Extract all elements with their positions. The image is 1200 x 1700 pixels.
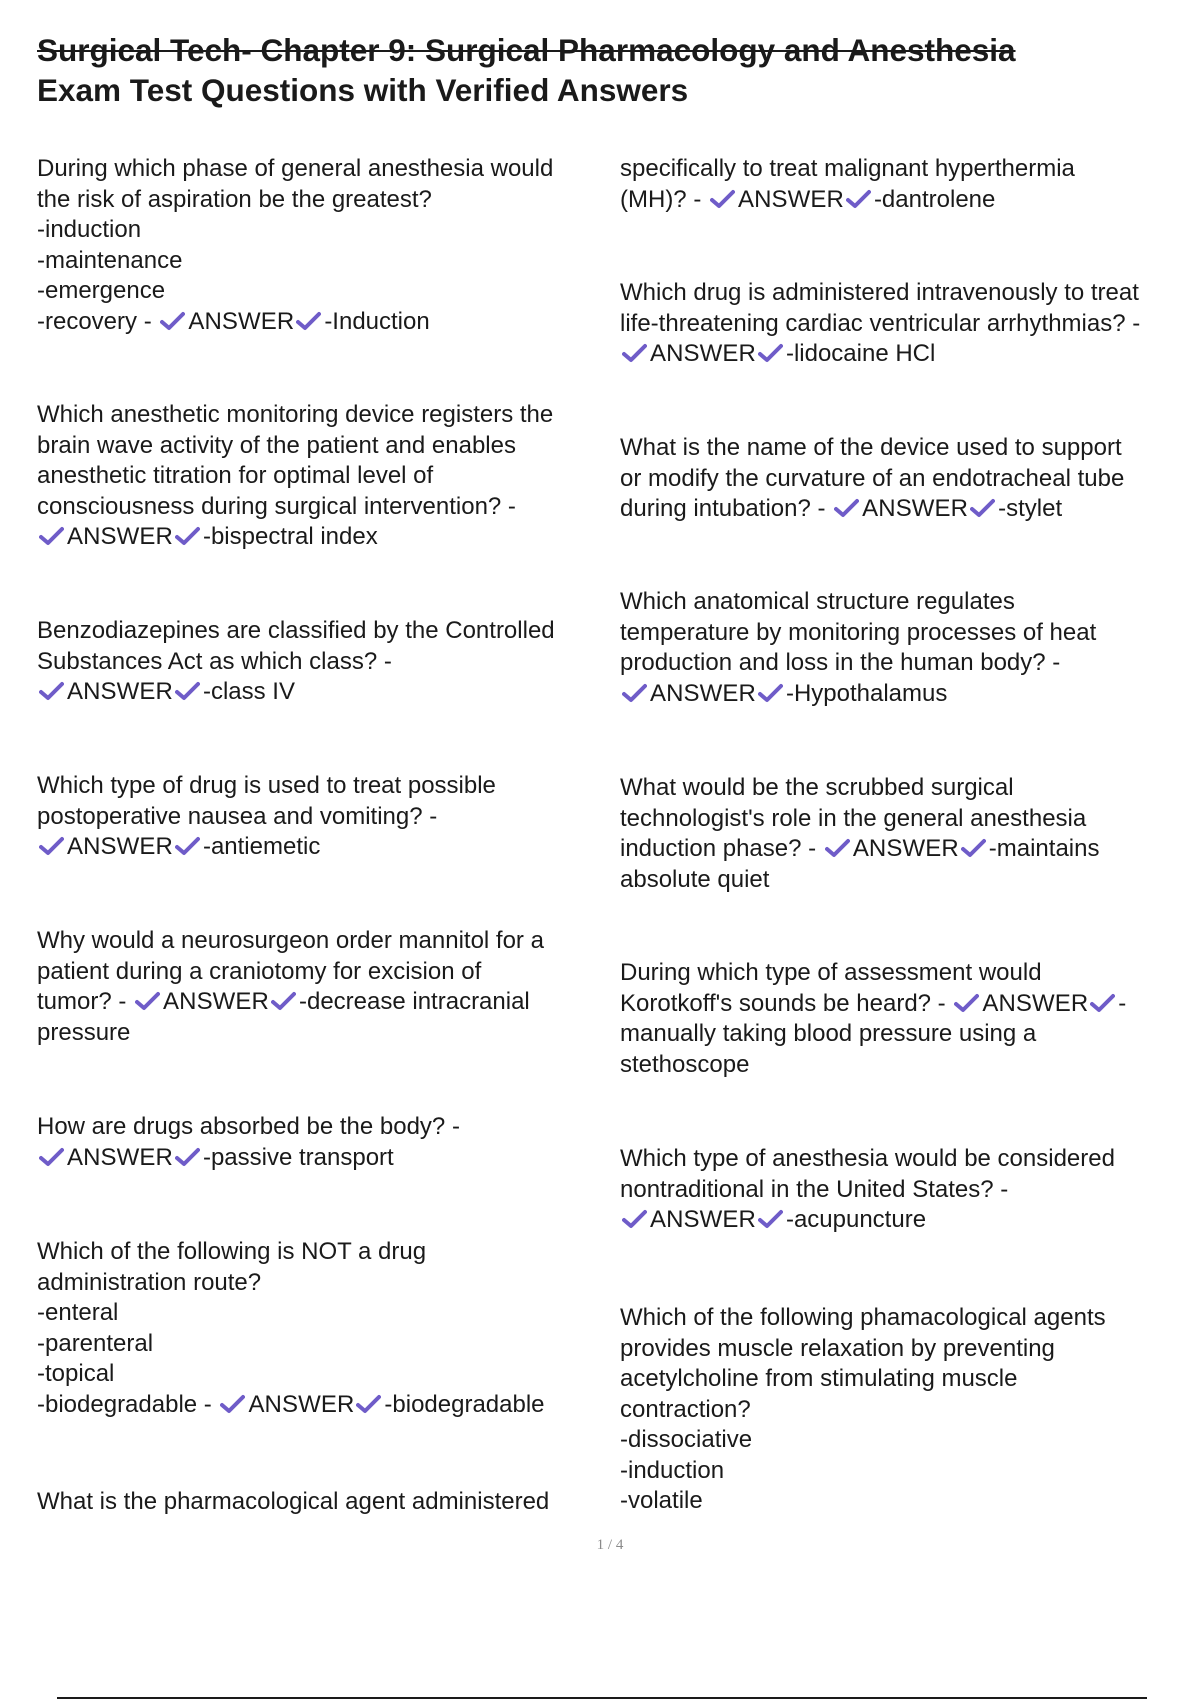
checkmark-icon	[39, 1147, 64, 1167]
question-line: administration route?	[37, 1268, 262, 1296]
question-line: patient during a craniotomy for excision of	[37, 957, 482, 985]
checkmark-icon	[834, 498, 859, 518]
qa-item	[37, 1237, 545, 1420]
question-line: Which type of drug is used to treat possible	[37, 772, 496, 799]
answer-line	[37, 1143, 460, 1174]
answer-label: ANSWER	[248, 1390, 355, 1418]
answer-label: ANSWER	[982, 989, 1089, 1017]
question-line-end: induction phase? -	[620, 835, 823, 862]
question-line: life-threatening cardiac ventricular arrhythmias? -	[620, 309, 1141, 337]
checkmark-icon	[175, 526, 200, 546]
answer-label: ANSWER	[67, 678, 173, 705]
qa-item	[620, 433, 1124, 525]
answer-line	[37, 677, 555, 708]
checkmark-icon	[954, 993, 979, 1013]
question-line: -parenteral	[37, 1329, 154, 1357]
checkmark-icon	[825, 838, 850, 858]
title-line-2: Exam Test Questions with Verified Answers	[37, 72, 689, 108]
checkmark-icon	[175, 681, 200, 701]
answer-line	[37, 1390, 545, 1421]
checkmark-icon	[39, 836, 64, 856]
checkmark-icon	[160, 311, 185, 331]
question-line-end: Korotkoff's sounds be heard? -	[620, 989, 953, 1017]
checkmark-icon	[622, 683, 647, 703]
checkmark-icon	[758, 343, 783, 363]
checkmark-icon	[356, 1394, 381, 1414]
qa-item	[620, 958, 1126, 1080]
question-line: the risk of aspiration be the greatest?	[37, 185, 432, 213]
answer-line	[620, 1205, 1115, 1236]
qa-item	[620, 587, 1096, 709]
question-line: -dissociative	[620, 1426, 753, 1453]
answer-line	[37, 307, 553, 338]
question-line: contraction?	[620, 1395, 751, 1423]
answer-label: ANSWER	[650, 679, 756, 707]
qa-item	[37, 926, 544, 1048]
checkmark-icon	[622, 343, 647, 363]
question-line: provides muscle relaxation by preventing	[620, 1334, 1055, 1362]
answer-text: -dantrolene	[873, 185, 996, 213]
question-line: postoperative nausea and vomiting? -	[37, 802, 438, 830]
answer-label: ANSWER	[188, 307, 295, 335]
checkmark-icon	[1090, 993, 1115, 1013]
question-line: consciousness during surgical intervention? -	[37, 492, 516, 520]
checkmark-icon	[220, 1394, 245, 1414]
question-line: Which of the following is NOT a drug	[37, 1238, 427, 1265]
checkmark-icon	[710, 189, 735, 209]
answer-line	[37, 522, 553, 553]
answer-text: -Induction	[324, 307, 430, 335]
qa-item	[620, 1144, 1115, 1236]
question-line: -topical	[37, 1360, 115, 1387]
question-line: -emergence	[37, 277, 166, 304]
question-line: -volatile	[620, 1487, 703, 1514]
page-bottom-divider	[57, 1697, 1147, 1699]
question-line: specifically to treat malignant hyperthermia	[620, 155, 1075, 182]
question-line: -induction	[620, 1456, 725, 1484]
answer-label: ANSWER	[163, 988, 269, 1015]
question-line-end: (MH)? -	[620, 185, 708, 213]
question-line: During which type of assessment would	[620, 959, 1042, 986]
qa-item	[37, 771, 496, 863]
question-line: What is the pharmacological agent administered	[37, 1488, 550, 1515]
question-line: anesthetic titration for optimal level of	[37, 462, 434, 489]
qa-item	[37, 154, 553, 337]
answer-line	[620, 494, 1124, 525]
answer-text: -biodegradable	[384, 1390, 545, 1418]
question-line: Which of the following phamacological agents	[620, 1304, 1106, 1331]
question-line-end: tumor? -	[37, 988, 134, 1015]
answer-label: ANSWER	[737, 185, 844, 213]
question-line: acetylcholine from stimulating muscle	[620, 1365, 1018, 1392]
answer-text: -bispectral index	[202, 523, 378, 550]
question-line: nontraditional in the United States? -	[620, 1175, 1009, 1203]
answer-line	[620, 989, 1126, 1020]
answer-label: ANSWER	[852, 835, 959, 862]
qa-item	[37, 616, 555, 708]
answer-text: -	[1118, 989, 1127, 1017]
question-line-end: during intubation? -	[620, 495, 833, 522]
checkmark-icon	[296, 311, 321, 331]
qa-item	[37, 400, 553, 553]
question-line: Which anatomical structure regulates	[620, 588, 1015, 615]
question-line: temperature by monitoring processes of heat	[620, 618, 1097, 646]
answer-continuation: stethoscope	[620, 1050, 750, 1078]
qa-item	[620, 154, 1075, 215]
checkmark-icon	[758, 1209, 783, 1229]
answer-text: -acupuncture	[785, 1206, 927, 1233]
question-line: Which drug is administered intravenously to treat	[620, 279, 1139, 306]
answer-line	[37, 987, 544, 1018]
answer-text: -class IV	[202, 678, 295, 705]
checkmark-icon	[846, 189, 871, 209]
answer-text: -lidocaine HCl	[785, 340, 936, 367]
answer-line	[620, 185, 1075, 216]
qa-item	[620, 773, 1099, 895]
question-line: What is the name of the device used to support	[620, 434, 1122, 461]
question-line: Which type of anesthesia would be considered	[620, 1145, 1115, 1172]
question-line-end: -biodegradable -	[37, 1390, 219, 1418]
answer-text: -antiemetic	[202, 833, 321, 860]
answer-label: ANSWER	[862, 495, 969, 522]
question-line: Why would a neurosurgeon order mannitol for a	[37, 927, 544, 954]
answer-text: -maintains	[988, 835, 1100, 862]
answer-line	[620, 679, 1096, 710]
answer-text: -stylet	[998, 495, 1063, 522]
checkmark-icon	[622, 1209, 647, 1229]
page-number: 1 / 4	[596, 1537, 624, 1553]
question-line: How are drugs absorbed be the body? -	[37, 1113, 460, 1140]
question-line: brain wave activity of the patient and enables	[37, 431, 516, 459]
checkmark-icon	[970, 498, 995, 518]
document-title	[37, 30, 1147, 110]
qa-item	[620, 1303, 1106, 1517]
answer-continuation: pressure	[37, 1018, 131, 1046]
checkmark-icon	[758, 683, 783, 703]
qa-item	[37, 1487, 549, 1518]
question-line: production and loss in the human body? -	[620, 649, 1061, 676]
question-line: -enteral	[37, 1299, 119, 1326]
title-line-1: Surgical Tech- Chapter 9: Surgical Pharmacology and Anesthesia	[37, 32, 1016, 68]
answer-line	[620, 834, 1099, 865]
question-line: or modify the curvature of an endotracheal tube	[620, 464, 1125, 492]
question-line: Which anesthetic monitoring device registers the	[37, 401, 554, 428]
checkmark-icon	[271, 991, 296, 1011]
checkmark-icon	[135, 991, 160, 1011]
answer-text: -passive transport	[202, 1143, 394, 1171]
question-line: Benzodiazepines are classified by the Controlled	[37, 617, 555, 644]
answer-continuation: absolute quiet	[620, 865, 770, 893]
answer-text: -decrease intracranial	[298, 988, 530, 1015]
answer-line	[37, 832, 496, 863]
answer-continuation: manually taking blood pressure using a	[620, 1020, 1037, 1047]
question-line: technologist's role in the general anesthesia	[620, 804, 1087, 832]
qa-item	[37, 1112, 460, 1173]
answer-line	[620, 339, 1140, 370]
question-line: During which phase of general anesthesia would	[37, 155, 554, 182]
answer-label: ANSWER	[67, 1143, 173, 1171]
question-line: What would be the scrubbed surgical	[620, 774, 1014, 801]
checkmark-icon	[175, 1147, 200, 1167]
question-line-end: -recovery -	[37, 307, 159, 335]
question-line: Substances Act as which class? -	[37, 647, 392, 675]
answer-label: ANSWER	[650, 340, 756, 367]
qa-item	[620, 278, 1140, 370]
checkmark-icon	[39, 681, 64, 701]
answer-label: ANSWER	[650, 1206, 756, 1233]
checkmark-icon	[175, 836, 200, 856]
answer-text: -Hypothalamus	[785, 679, 948, 707]
question-line: -maintenance	[37, 246, 183, 274]
question-line: -induction	[37, 216, 142, 243]
answer-label: ANSWER	[67, 833, 173, 860]
checkmark-icon	[961, 838, 986, 858]
answer-label: ANSWER	[67, 523, 173, 550]
checkmark-icon	[39, 526, 64, 546]
